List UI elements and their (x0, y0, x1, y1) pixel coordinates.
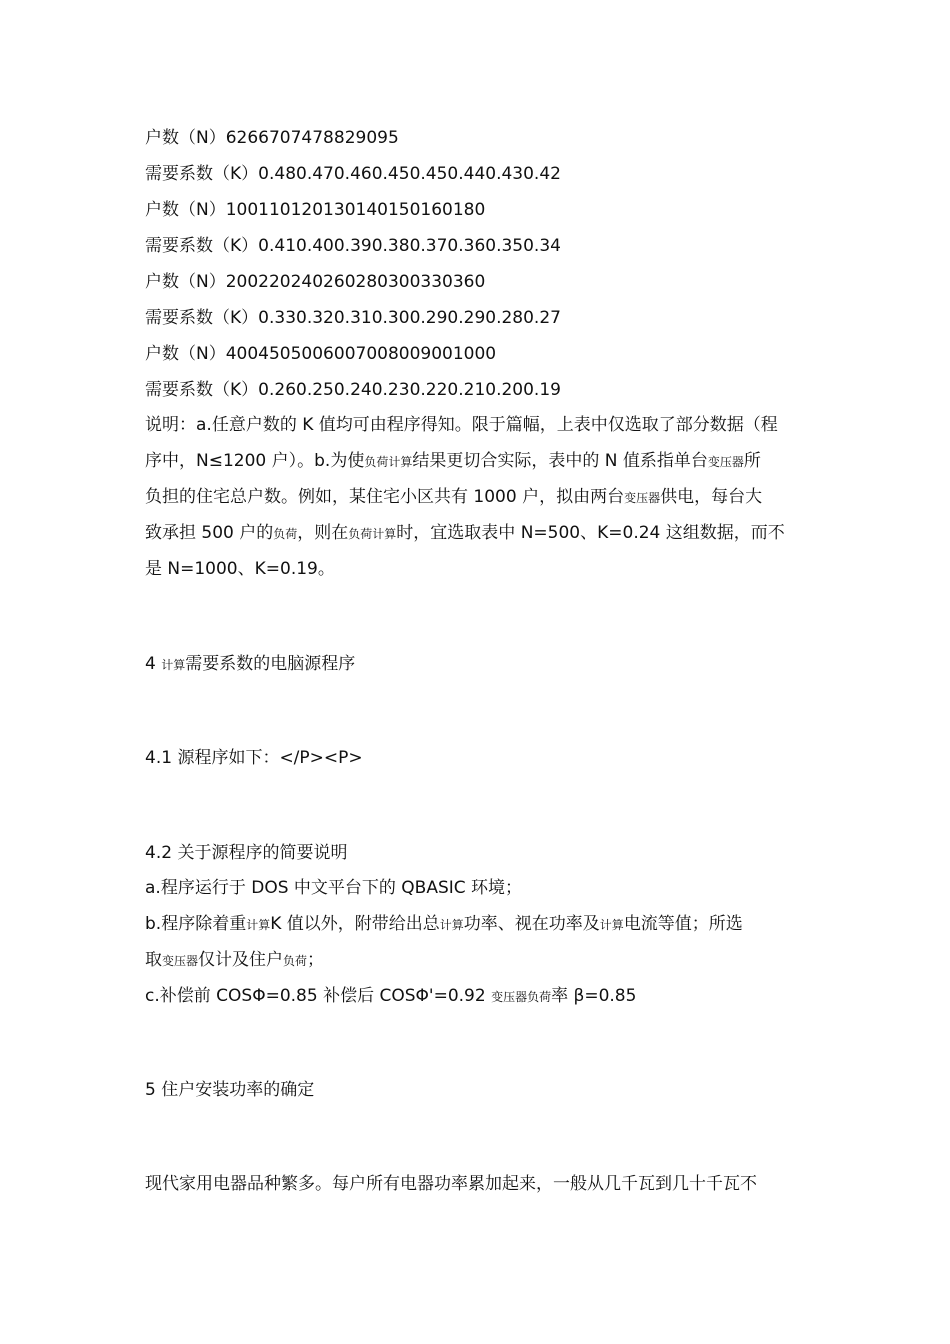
table-row: 户数（N）100110120130140150160180 (145, 200, 486, 220)
table-row: 需要系数（K）0.480.470.460.450.450.440.430.42 (145, 164, 561, 184)
table-row: 需要系数（K）0.330.320.310.300.290.290.280.27 (145, 308, 561, 328)
section-5-heading: 5 住户安装功率的确定 (145, 1080, 315, 1100)
explanation-line-3: 负担的住宅总户数。例如，某住宅小区共有 1000 户，拟由两台变压器供电，每台大 (145, 487, 763, 507)
explanation-line-1: 说明：a.任意户数的 K 值均可由程序得知。限于篇幅，上表中仅选取了部分数据（程 (145, 415, 778, 435)
table-row: 户数（N）4004505006007008009001000 (145, 344, 497, 364)
explanation-line-2: 序中，N≤1200 户）。b.为使负荷计算结果更切合实际，表中的 N 值系指单台变压器所 (145, 451, 761, 471)
explanation-line-4: 致承担 500 户的负荷，则在负荷计算时，宜选取表中 N=500、K=0.24 这组数据，而不 (145, 523, 785, 543)
section-4-2-item-c: c.补偿前 COSΦ=0.85 补偿后 COSΦ'=0.92 变压器负荷率 β=0.85 (145, 986, 637, 1006)
section-4-2-heading: 4.2 关于源程序的简要说明 (145, 843, 348, 863)
section-4-2-item-b-line-2: 取变压器仅计及住户负荷； (145, 950, 325, 970)
explanation-line-5: 是 N=1000、K=0.19。 (145, 559, 335, 579)
table-row: 需要系数（K）0.260.250.240.230.220.210.200.19 (145, 380, 561, 400)
section-4-2-item-a: a.程序运行于 DOS 中文平台下的 QBASIC 环境； (145, 878, 523, 898)
table-row: 户数（N）6266707478829095 (145, 128, 399, 148)
table-row: 户数（N）200220240260280300330360 (145, 272, 486, 292)
table-row: 需要系数（K）0.410.400.390.380.370.360.350.34 (145, 236, 561, 256)
body-paragraph: 现代家用电器品种繁多。每户所有电器功率累加起来，一般从几千瓦到几十千瓦不 (145, 1174, 757, 1194)
section-4-heading: 4 计算需要系数的电脑源程序 (145, 654, 356, 674)
section-4-2-item-b-line-1: b.程序除着重计算K 值以外，附带给出总计算功率、视在功率及计算电流等值；所选 (145, 914, 743, 934)
section-4-1-heading: 4.1 源程序如下：</P><P> (145, 748, 363, 768)
